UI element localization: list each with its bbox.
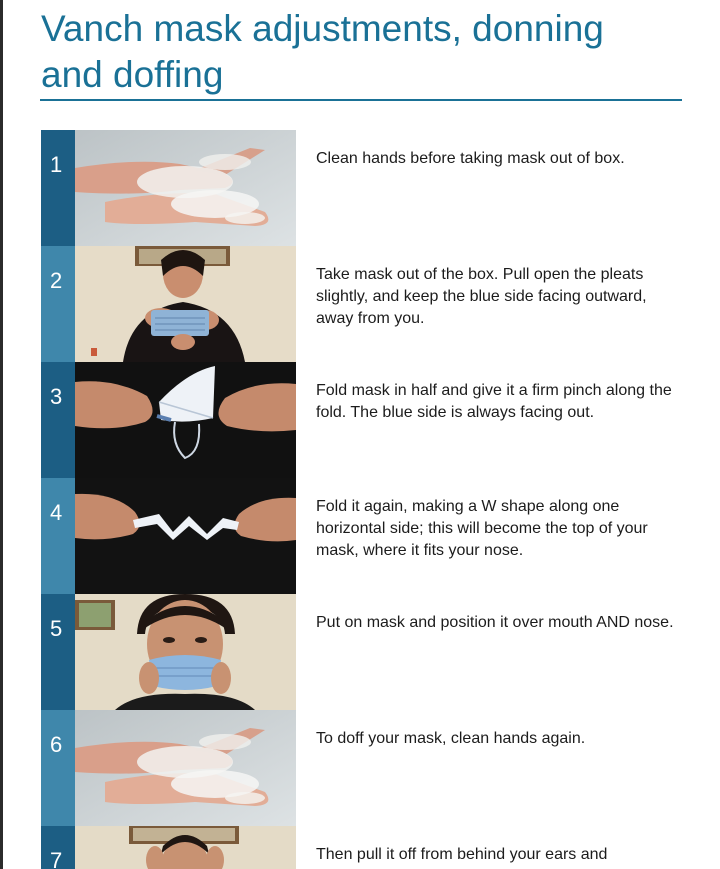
- step-number: 7: [50, 848, 63, 869]
- step-text: Then pull it off from behind your ears and: [316, 846, 608, 863]
- wearing-mask-photo: [75, 594, 296, 710]
- step-number-column: [41, 594, 75, 710]
- steps-list: [41, 130, 681, 869]
- step-number-column: [41, 710, 75, 826]
- step-number: 1: [50, 152, 63, 177]
- title-line-2: and doffing: [41, 54, 224, 95]
- step-number: 6: [50, 732, 63, 757]
- step-number: 5: [50, 616, 63, 641]
- step-number-column: [41, 362, 75, 478]
- step-number-column: [41, 246, 75, 362]
- handwashing-photo: [75, 710, 296, 826]
- step-3: [41, 362, 681, 478]
- step-number-column: [41, 130, 75, 246]
- page-title: [41, 6, 681, 98]
- step-text: To doff your mask, clean hands again.: [316, 730, 586, 747]
- handwashing-photo: [75, 130, 296, 246]
- step-7: [41, 826, 681, 869]
- step-number-column: [41, 478, 75, 594]
- step-number: 2: [50, 268, 63, 293]
- step-number-column: [41, 826, 75, 869]
- page-left-border: [0, 0, 3, 869]
- step-text: Put on mask and position it over mouth AND nose.: [316, 614, 674, 631]
- step-1: [41, 130, 681, 246]
- step-2: [41, 246, 681, 362]
- step-text: Fold mask in half and give it a firm pinch along the fold. The blue side is always facing out.: [316, 382, 672, 421]
- w-fold-photo: [75, 478, 296, 594]
- holding-mask-photo: [75, 246, 296, 362]
- title-line-1: Vanch mask adjustments, donning: [41, 8, 604, 49]
- step-number: 3: [50, 384, 63, 409]
- folding-mask-photo: [75, 362, 296, 478]
- step-4: [41, 478, 681, 594]
- step-5: [41, 594, 681, 710]
- step-number: 4: [50, 500, 63, 525]
- title-rule: [40, 99, 682, 101]
- step-text: Fold it again, making a W shape along one horizontal side; this will become the top of your mask, where it fits your nose.: [316, 498, 648, 559]
- step-text: Take mask out of the box. Pull open the pleats slightly, and keep the blue side facing outward, away from you.: [316, 266, 647, 327]
- step-6: [41, 710, 681, 826]
- removing-mask-photo: [75, 826, 296, 869]
- step-text: Clean hands before taking mask out of box.: [316, 150, 625, 167]
